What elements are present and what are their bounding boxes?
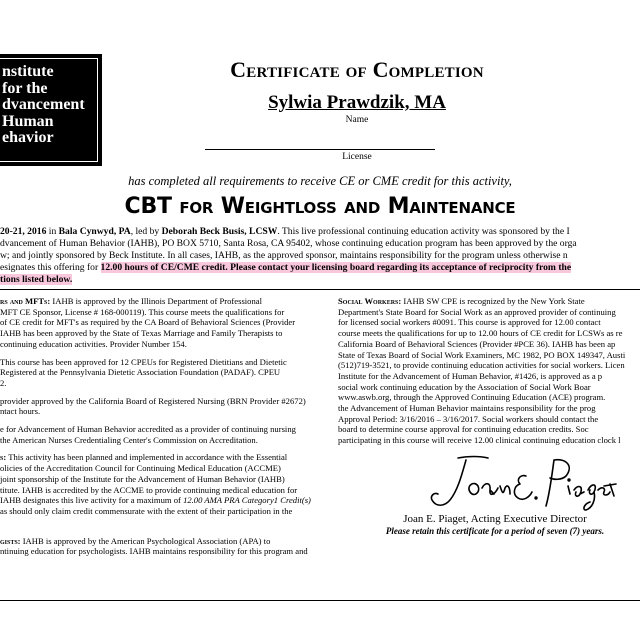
institute-logo — [0, 54, 102, 166]
logo-line: Human — [2, 112, 54, 130]
physicians-section: s: This activity has been planned and implemented in accordance with the Essential olicies of the Accreditation Council for Continuing Medical Education (ACCME) joint sponsorship of the Institute for the Advancement of Human Behavior (IAHB) titute. IAHB is accredited by the ACCME to provide continuing medical education for IAHB designates this live activity for a maximum of 12.00 AMA PRA Category1 Credit(s) as should only claim credit commensurate with the extent of their participation in the — [0, 452, 311, 516]
recipient-name: Sylwia Prawdzik, MA — [268, 92, 446, 113]
nurses-brn-section: provider approved by the California Board of Registered Nursing (BRN Provider #2672) ntact hours. — [0, 395, 306, 417]
social-workers-section: Social Workers: IAHB SW CPE is recognized by the New York State Department's State Board for Social Work as an approved provider of continuing for licensed social workers #0091. This course is approved for 12.00 contact course meets the qualifications for up to 12.00 hours of CE credit for LCSWs as re California Board of Behavioral Sciences (Provider #PCE 36). IAHB has been ap State of Texas Board of Social Work Examiners, MC 1982, PO BOX 149347, Austi (512)719-3521, to provide continuing education activities for social workers. Licen Institute for the Advancement of Human Behavior, #1426, is approved as a p social work continuing education by the Association of Social Work Boar www.aswb.org, through the Approved Continuing Education (ACE) program. the Advancement of Human Behavior maintains responsibility for the prog Approval Period: 3/16/2016 – 3/16/2017. Social workers should contact the board to determine course approval for continuing education credits. Soc participating in this course will receive 12.00 clinical continuing education clock l — [338, 296, 626, 446]
logo-line: dvancement — [2, 96, 85, 113]
presenter-name: Deborah Beck Busis, LCSW — [161, 226, 278, 237]
name-label: Name — [345, 115, 369, 125]
activity-description — [0, 226, 640, 286]
ama-credit: 12.00 AMA PRA Category1 Credit(s) — [183, 495, 311, 506]
license-label: License — [342, 152, 372, 162]
handwritten-signature — [428, 452, 618, 514]
credit-highlight: tions listed below. — [0, 274, 73, 286]
psychologists-section: gists: IAHB is approved by the American Psychological Association (APA) to ntinuing education for psychologists. IAHB maintains responsibility for this program and — [0, 535, 308, 557]
psychologists-heading: gists: — [0, 535, 21, 546]
license-line — [205, 149, 435, 150]
event-dates: 20-21, 2016 — [0, 226, 47, 237]
nurses-ancc-section: e for Advancement of Human Behavior accredited as a provider of continuing nursing the American Nurses Credentialing Center's Commission on Accreditation. — [0, 424, 296, 445]
signer-name: Joan E. Piaget, Acting Executive Director — [403, 513, 587, 525]
certificate-title: Certificate of Completion — [230, 57, 484, 82]
logo-line: ehavior — [2, 129, 54, 146]
credit-highlight: 12.00 hours of CE/CME credit. Please contact your licensing board regarding its acceptance of reciprocity from the — [100, 262, 572, 274]
logo-line: for the — [2, 79, 48, 97]
social-workers-heading: Social Workers: — [338, 296, 402, 306]
course-title: CBT for Weightloss and Maintenance — [124, 194, 516, 219]
mft-section: rs and MFTs: IAHB is approved by the Illinois Department of Professional MFT CE Sponsor, License # 168-000119). This course meets the qualifications for of CE credit for MFT's as required by the CA Board of Behavioral Sciences (Provider IAHB has been approved by the State of Texas Marriage and Family Therapists to continuing education activities. Provider Number 154. — [0, 296, 296, 349]
section-divider — [0, 289, 640, 290]
intro-line: 20-21, 2016 in Bala Cynwyd, PA, led by Deborah Beck Busis, LCSW. This live professional continuing education activity was sponsored by the I — [0, 226, 570, 237]
logo-line: nstitute — [2, 63, 54, 80]
physicians-heading: s: — [0, 452, 7, 463]
retention-note: Please retain this certificate for a period of seven (7) years. — [385, 526, 605, 536]
intro-line — [0, 274, 640, 286]
mft-heading: rs and MFTs: — [0, 296, 51, 306]
accreditation-left-column — [0, 296, 312, 564]
intro-line: esignates this offering for 12.00 hours of CE/CME credit. Please contact your licensing board regarding its acceptance of reciprocity from the — [0, 262, 572, 274]
intro-line: w; and jointly sponsored by Beck Institute. In all cases, IAHB, as the approved sponsor, maintains responsibility for the program unless otherwise n — [0, 250, 568, 262]
completion-statement: has completed all requirements to receive CE or CME credit for this activity, — [128, 174, 512, 188]
bottom-divider — [0, 600, 640, 601]
event-location: Bala Cynwyd, PA — [58, 226, 131, 237]
intro-line: dvancement of Human Behavior (IAHB), PO BOX 5710, Santa Rosa, CA 95402, whose continuing education program has been approved by the orga — [0, 238, 577, 250]
dietitians-section: This course has been approved for 12 CPEUs for Registered Dietitians and Dietetic Registered at the Pennsylvania Dietetic Association Foundation (PADAF). CPEU 2. — [0, 356, 287, 388]
accreditation-right-column — [338, 296, 640, 446]
